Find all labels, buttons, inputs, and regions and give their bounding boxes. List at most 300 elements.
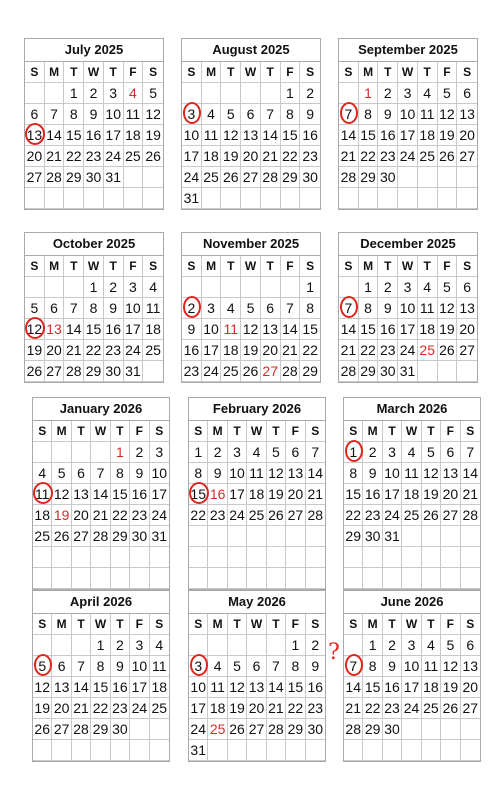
empty-day-cell [422, 526, 441, 547]
empty-day-cell [398, 167, 418, 188]
day-number: 22 [360, 342, 376, 358]
day-cell [267, 677, 286, 698]
day-cell [267, 719, 286, 740]
day-cell [124, 83, 144, 104]
day-number: 15 [112, 486, 128, 502]
day-number: 18 [403, 486, 420, 502]
day-number: 19 [229, 700, 245, 716]
day-cell [281, 167, 301, 188]
day-cell [64, 146, 84, 167]
day-cell [247, 442, 266, 463]
day-number: 23 [379, 342, 396, 358]
day-number: 5 [446, 637, 455, 653]
month-title: August 2025 [182, 39, 320, 62]
day-cell [52, 463, 71, 484]
day-number: 21 [462, 486, 479, 502]
question-mark-annotation: ? [328, 640, 340, 665]
day-cell [286, 484, 305, 505]
day-cell [72, 719, 91, 740]
day-number: 20 [248, 700, 265, 716]
empty-day-cell [208, 526, 227, 547]
empty-day-cell [241, 83, 261, 104]
day-number: 24 [183, 169, 200, 185]
empty-day-cell [438, 167, 458, 188]
day-cell [130, 463, 149, 484]
day-number: 10 [399, 106, 416, 122]
month-grid [182, 62, 320, 209]
day-number: 8 [349, 465, 358, 481]
weekday-header: S [189, 614, 208, 635]
day-number: 26 [53, 528, 70, 544]
day-number: 7 [69, 300, 78, 316]
empty-day-cell [150, 547, 169, 568]
day-number: 24 [151, 507, 168, 523]
weekday-header: S [150, 421, 169, 442]
empty-day-cell [383, 568, 402, 589]
day-cell [64, 83, 84, 104]
empty-day-cell [208, 740, 227, 761]
day-cell [124, 277, 144, 298]
day-cell [111, 442, 130, 463]
day-cell [130, 677, 149, 698]
empty-day-cell [306, 547, 325, 568]
day-number: 1 [349, 444, 358, 460]
day-number: 3 [155, 444, 164, 460]
day-number: 13 [459, 300, 475, 316]
empty-day-cell [422, 568, 441, 589]
day-number: 18 [419, 127, 435, 143]
empty-day-cell [143, 188, 163, 209]
day-number: 11 [223, 321, 239, 337]
day-number: 21 [262, 148, 278, 164]
day-cell [150, 656, 169, 677]
day-cell [461, 442, 480, 463]
day-cell [143, 125, 163, 146]
empty-day-cell [72, 568, 91, 589]
day-number: 22 [112, 507, 128, 523]
weekday-header: T [228, 421, 247, 442]
empty-day-cell [378, 188, 398, 209]
day-number: 11 [152, 658, 167, 674]
empty-day-cell [461, 568, 480, 589]
day-number: 7 [344, 106, 353, 122]
day-number: 24 [399, 148, 416, 164]
day-cell [33, 719, 52, 740]
day-number: 2 [187, 300, 196, 316]
day-cell [422, 656, 441, 677]
empty-day-cell [418, 361, 438, 382]
day-cell [261, 125, 281, 146]
day-number: 3 [109, 85, 118, 101]
day-number: 21 [340, 148, 357, 164]
day-number: 3 [129, 279, 137, 295]
day-number: 7 [96, 465, 105, 481]
day-number: 1 [291, 637, 300, 653]
day-number: 24 [229, 507, 245, 523]
day-number: 10 [105, 106, 121, 122]
day-cell [189, 698, 208, 719]
day-cell [359, 319, 379, 340]
day-cell [182, 125, 202, 146]
day-cell [91, 505, 110, 526]
day-number: 18 [151, 679, 168, 695]
weekday-header: T [111, 421, 130, 442]
day-cell [124, 298, 144, 319]
day-cell [72, 677, 91, 698]
day-cell [261, 298, 281, 319]
empty-day-cell [241, 188, 261, 209]
day-cell [130, 442, 149, 463]
empty-day-cell [33, 442, 52, 463]
day-cell [84, 167, 104, 188]
day-cell [111, 656, 130, 677]
day-number: 26 [423, 507, 439, 523]
day-number: 7 [50, 106, 58, 122]
day-number: 17 [229, 486, 245, 502]
day-number: 16 [307, 679, 324, 695]
day-cell [189, 656, 208, 677]
empty-day-cell [402, 568, 421, 589]
empty-day-cell [64, 188, 84, 209]
day-number: 20 [73, 507, 89, 523]
day-cell [247, 484, 266, 505]
weekday-header: S [182, 256, 202, 277]
empty-day-cell [208, 547, 227, 568]
weekday-header: W [247, 421, 266, 442]
weekday-header: M [45, 62, 65, 83]
day-number: 30 [379, 169, 396, 185]
empty-day-cell [228, 568, 247, 589]
day-cell [344, 526, 363, 547]
empty-day-cell [33, 547, 52, 568]
day-cell [363, 719, 382, 740]
day-number: 4 [155, 637, 164, 653]
day-cell [84, 104, 104, 125]
day-cell [383, 442, 402, 463]
weekday-header: M [208, 614, 227, 635]
day-cell [300, 83, 320, 104]
day-cell [363, 526, 382, 547]
day-number: 17 [131, 679, 148, 695]
empty-day-cell [286, 547, 305, 568]
day-cell [111, 526, 130, 547]
day-cell [221, 167, 241, 188]
empty-day-cell [441, 547, 460, 568]
month-grid [339, 256, 477, 382]
day-cell [84, 361, 104, 382]
day-cell [91, 719, 110, 740]
day-cell [422, 677, 441, 698]
day-number: 18 [125, 127, 141, 143]
day-cell [306, 484, 325, 505]
day-number: 17 [105, 127, 121, 143]
day-number: 6 [77, 465, 85, 481]
day-cell [339, 104, 359, 125]
day-cell [438, 319, 458, 340]
empty-day-cell [124, 167, 144, 188]
day-cell [104, 167, 124, 188]
empty-day-cell [339, 83, 359, 104]
empty-day-cell [457, 167, 477, 188]
empty-day-cell [461, 526, 480, 547]
empty-day-cell [150, 568, 169, 589]
day-cell [84, 277, 104, 298]
day-cell [398, 319, 418, 340]
day-cell [378, 361, 398, 382]
day-number: 12 [229, 679, 245, 695]
day-cell [339, 319, 359, 340]
day-number: 4 [226, 300, 235, 316]
day-cell [221, 298, 241, 319]
weekday-header: W [402, 421, 421, 442]
day-cell [306, 677, 325, 698]
day-number: 27 [248, 721, 265, 737]
day-number: 26 [34, 721, 50, 737]
day-cell [247, 656, 266, 677]
day-cell [72, 656, 91, 677]
day-number: 15 [287, 679, 304, 695]
day-number: 18 [423, 679, 439, 695]
day-cell [344, 656, 363, 677]
day-number: 4 [207, 106, 215, 122]
month-grid [182, 256, 320, 382]
empty-day-cell [461, 719, 480, 740]
day-number: 29 [302, 363, 318, 379]
day-number: 2 [89, 85, 98, 101]
day-number: 16 [209, 486, 226, 502]
day-number: 7 [466, 444, 475, 460]
day-cell [228, 677, 247, 698]
day-number: 23 [364, 507, 381, 523]
day-cell [441, 677, 460, 698]
day-number: 1 [116, 444, 124, 460]
empty-day-cell [339, 277, 359, 298]
day-number: 26 [439, 148, 455, 164]
empty-day-cell [267, 635, 286, 656]
day-number: 9 [383, 106, 392, 122]
day-cell [457, 277, 477, 298]
day-cell [111, 505, 130, 526]
day-cell [344, 463, 363, 484]
month-1 [181, 38, 321, 210]
day-cell [363, 635, 382, 656]
day-number: 5 [427, 444, 435, 460]
day-cell [45, 104, 65, 125]
day-cell [208, 719, 227, 740]
day-number: 12 [145, 106, 161, 122]
day-number: 25 [248, 507, 265, 523]
day-number: 22 [190, 507, 206, 523]
day-number: 23 [112, 700, 128, 716]
empty-day-cell [383, 547, 402, 568]
day-cell [247, 505, 266, 526]
day-cell [143, 319, 163, 340]
day-number: 24 [203, 363, 219, 379]
empty-day-cell [91, 740, 110, 761]
weekday-header: T [267, 421, 286, 442]
weekday-header: T [383, 421, 402, 442]
day-cell [143, 298, 163, 319]
day-cell [286, 656, 305, 677]
weekday-header: F [130, 614, 149, 635]
day-cell [402, 677, 421, 698]
day-cell [267, 463, 286, 484]
day-cell [457, 104, 477, 125]
day-number: 11 [203, 127, 219, 143]
day-number: 6 [30, 106, 39, 122]
empty-day-cell [202, 188, 222, 209]
day-cell [306, 463, 325, 484]
empty-day-cell [402, 547, 421, 568]
day-number: 6 [463, 279, 472, 295]
weekday-header: T [261, 256, 281, 277]
day-cell [64, 298, 84, 319]
day-cell [104, 340, 124, 361]
day-cell [339, 146, 359, 167]
day-cell [33, 526, 52, 547]
empty-day-cell [363, 740, 382, 761]
weekday-header: S [33, 421, 52, 442]
day-number: 28 [340, 169, 357, 185]
month-title: September 2025 [339, 39, 477, 62]
day-cell [189, 505, 208, 526]
day-cell [52, 656, 71, 677]
empty-day-cell [228, 547, 247, 568]
day-number: 29 [364, 721, 381, 737]
day-number: 18 [34, 507, 50, 523]
day-cell [438, 146, 458, 167]
day-cell [286, 463, 305, 484]
weekday-header: W [247, 614, 266, 635]
empty-day-cell [45, 188, 65, 209]
day-cell [91, 526, 110, 547]
day-number: 5 [443, 85, 451, 101]
day-cell [72, 505, 91, 526]
day-cell [281, 298, 301, 319]
day-cell [33, 677, 52, 698]
empty-day-cell [247, 568, 266, 589]
day-cell [228, 484, 247, 505]
day-cell [363, 463, 382, 484]
day-cell [286, 505, 305, 526]
day-number: 23 [85, 148, 102, 164]
day-cell [228, 442, 247, 463]
day-cell [182, 298, 202, 319]
day-cell [143, 146, 163, 167]
empty-day-cell [33, 568, 52, 589]
day-number: 24 [399, 342, 416, 358]
day-cell [398, 146, 418, 167]
day-number: 4 [149, 279, 158, 295]
day-number: 10 [190, 679, 206, 695]
day-number: 2 [368, 444, 377, 460]
day-cell [130, 656, 149, 677]
day-number: 7 [286, 300, 294, 316]
day-number: 11 [419, 106, 435, 122]
day-number: 14 [307, 465, 324, 481]
day-number: 25 [34, 528, 50, 544]
day-cell [182, 188, 202, 209]
day-cell [124, 146, 144, 167]
day-number: 27 [46, 363, 62, 379]
day-number: 2 [109, 279, 118, 295]
day-cell [64, 319, 84, 340]
weekday-header: W [398, 256, 418, 277]
day-cell [45, 298, 65, 319]
day-cell [267, 656, 286, 677]
day-cell [281, 319, 301, 340]
empty-day-cell [418, 188, 438, 209]
day-number: 26 [442, 700, 459, 716]
day-number: 21 [73, 700, 89, 716]
day-cell [286, 719, 305, 740]
day-cell [344, 677, 363, 698]
month-3 [24, 232, 164, 383]
weekday-header: S [457, 62, 477, 83]
day-cell [402, 484, 421, 505]
day-number: 6 [266, 300, 275, 316]
day-cell [111, 698, 130, 719]
day-cell [189, 740, 208, 761]
day-number: 21 [268, 700, 284, 716]
weekday-header: M [359, 62, 379, 83]
day-number: 21 [46, 148, 62, 164]
day-number: 18 [222, 342, 239, 358]
day-cell [441, 698, 460, 719]
day-cell [281, 340, 301, 361]
weekday-header: S [344, 421, 363, 442]
day-number: 15 [364, 679, 381, 695]
day-cell [241, 340, 261, 361]
day-cell [33, 463, 52, 484]
day-cell [402, 698, 421, 719]
day-cell [300, 340, 320, 361]
day-cell [45, 125, 65, 146]
day-cell [378, 104, 398, 125]
day-number: 7 [77, 658, 85, 674]
day-cell [208, 656, 227, 677]
day-number: 13 [46, 321, 62, 337]
day-number: 22 [364, 700, 381, 716]
day-number: 6 [291, 444, 300, 460]
day-number: 5 [57, 465, 66, 481]
day-cell [33, 656, 52, 677]
day-number: 10 [183, 127, 200, 143]
month-7 [188, 397, 326, 590]
day-number: 16 [384, 679, 400, 695]
day-cell [45, 319, 65, 340]
day-number: 17 [125, 321, 141, 337]
day-cell [52, 698, 71, 719]
empty-day-cell [189, 568, 208, 589]
day-cell [111, 484, 130, 505]
month-title: July 2025 [25, 39, 163, 62]
weekday-header: T [261, 62, 281, 83]
day-cell [398, 298, 418, 319]
weekday-header: S [25, 256, 45, 277]
day-cell [143, 83, 163, 104]
day-number: 3 [403, 279, 412, 295]
day-cell [398, 125, 418, 146]
day-number: 5 [30, 300, 39, 316]
day-number: 26 [222, 169, 239, 185]
weekday-header: F [130, 421, 149, 442]
day-number: 12 [242, 321, 259, 337]
day-number: 24 [403, 700, 420, 716]
day-number: 9 [311, 658, 320, 674]
day-cell [221, 104, 241, 125]
day-cell [189, 719, 208, 740]
